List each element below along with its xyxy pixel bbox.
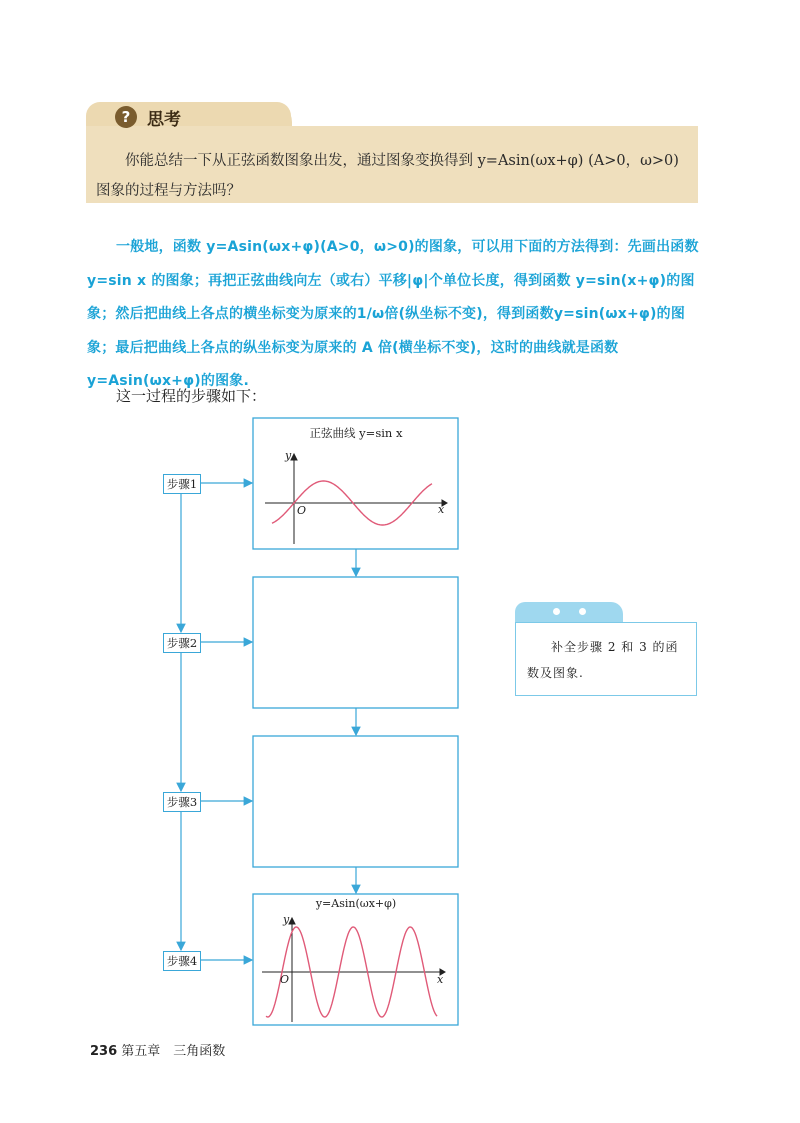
steps-intro: 这一过程的步骤如下： <box>116 387 267 405</box>
callout-text: 补全步骤 2 和 3 的函数及图象. <box>527 640 679 680</box>
graph-box-2 <box>253 577 458 708</box>
graph-box-3 <box>253 736 458 867</box>
step-1-label: 步骤1 <box>163 474 201 494</box>
chapter-title: 第五章 三角函数 <box>121 1044 226 1059</box>
box1-title: 正弦曲线 y=sin x <box>309 426 403 440</box>
step-4-label: 步骤4 <box>163 951 201 971</box>
graph1-x-label: x <box>438 503 445 516</box>
step-2-label: 步骤2 <box>163 633 201 653</box>
question-icon: ? <box>115 106 137 128</box>
page-number: 236 <box>90 1044 118 1059</box>
page-footer <box>90 1040 225 1059</box>
callout-tab <box>515 602 623 622</box>
graph4-y-label: y <box>283 913 290 926</box>
graph1-y-label: y <box>285 449 292 462</box>
think-question-text: 你能总结一下从正弦函数图象出发，通过图象变换得到 y=Asin(ωx+φ) (A>0，ω>0)图象的过程与方法吗？ <box>96 153 679 199</box>
graph4-origin-label: O <box>280 973 290 986</box>
think-title: 思考 <box>147 110 181 130</box>
callout-dot-left <box>553 608 560 615</box>
method-paragraph: 一般地，函数 y=Asin(ωx+φ)(A>0，ω>0)的图象，可以用下面的方法得到：先画出函数 y=sin x 的图象；再把正弦曲线向左（或右）平移|φ|个单位长度，得到函数 y=sin(x+φ)的图象；然后把曲线上各点的横坐标变为原来的1/ω倍(纵坐标不变)，得到函数y=sin(ωx+φ)的图象；最后把曲线上各点的纵坐标变为原来的 A 倍(横坐标不变)，这时的曲线就是函数 y=Asin(ωx+φ)的图象. <box>87 239 699 389</box>
graph4-x-label: x <box>437 973 444 986</box>
step-3-label: 步骤3 <box>163 792 201 812</box>
box4-title: y=Asin(ωx+φ) <box>315 897 397 910</box>
callout-dot-right <box>579 608 586 615</box>
graph1-origin-label: O <box>297 504 307 517</box>
